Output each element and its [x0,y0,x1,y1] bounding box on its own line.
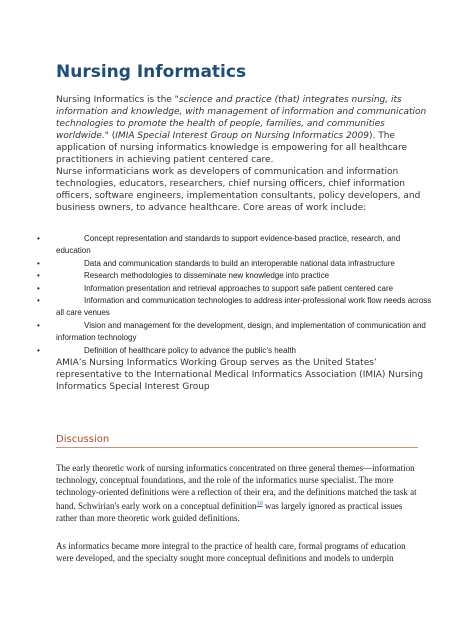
paragraph-text: was largely ignored as practical issues rather than more theoretic work guided definitions. [56,501,403,523]
list-item-text: Research methodologies to disseminate new knowledge into practice [84,271,330,281]
bullet-icon: • [37,296,40,306]
reference-link[interactable]: 10 [256,501,263,507]
list-item [37,270,436,282]
page-title: Nursing Informatics [56,62,247,82]
bullet-icon: • [37,271,40,281]
list-item [37,233,436,258]
bullet-icon: • [37,283,40,293]
bullet-icon: • [37,258,40,268]
intro-paragraph-1 [56,94,436,166]
list-item [37,295,436,320]
list-item-text: Data and communication standards to build an interoperable national data infrastructure [84,258,395,268]
intro-text [56,94,436,214]
discussion-paragraph-2: As informatics became more integral to the practice of health care, formal programs of education were developed, and the specialty sought more conceptual definitions and models to underpin [56,541,406,563]
intro-paragraph-2: Nurse informaticians work as developers of communication and information technologies, educators, researchers, chief nursing officers, chief information officers, software engineers, implementation consultants, policy developers, and business owners, to advance healthcare. Core areas of work include: [56,167,421,213]
bullet-icon: • [37,345,40,355]
list-item [37,258,436,270]
intro-text-segment: Nursing Informatics is the " [56,95,179,105]
section-divider [56,447,418,448]
list-item-text: Information and communication technologies to address inter-professional work flow needs across all care venues [56,296,432,318]
paragraph-text: The early theoretic work of nursing informatics concentrated on three general themes—information technology, conceptual foundations, and the role of the informatics nurse specialist. The more technology-oriented definitions were a reflection of their era, and the definitions matched the task at hand. Schwirian's early work on a conceptual definition [56,463,417,511]
discussion-paragraph-1 [56,462,420,524]
core-areas-list [37,233,436,357]
list-item-text: Definition of healthcare policy to advance the public’s health [84,345,296,355]
list-item [37,283,436,295]
bullet-icon: • [37,234,40,243]
intro-definition-quote: science and practice (that) integrates nursing, its information and knowledge, with management of information and communication technologies to promote the health of people, families, and communities worldwide. [56,95,427,141]
list-item-text: Vision and management for the development, design, and implementation of communication and information technology [56,320,426,343]
working-group-paragraph: AMIA’s Nursing Informatics Working Group serves as the United States’ representative to the International Medical Informatics Association (IMIA) Nursing Informatics Special Interest Group [56,358,424,392]
list-item [37,345,436,357]
section-heading-discussion: Discussion [56,434,110,445]
list-item-text: Information presentation and retrieval approaches to support safe patient centered care [84,283,394,293]
intro-citation: IMIA Special Interest Group on Nursing Informatics 2009 [115,131,369,141]
list-item [37,320,436,345]
list-item-text: Concept representation and standards to support evidence-based practice, research, and education [56,234,401,256]
intro-text-segment: " ( [104,131,116,141]
bullet-icon: • [37,320,40,330]
intro-text-segment: ). The application of nursing informatics knowledge is empowering for all healthcare practitioners in achieving patient centered care. [56,131,408,165]
